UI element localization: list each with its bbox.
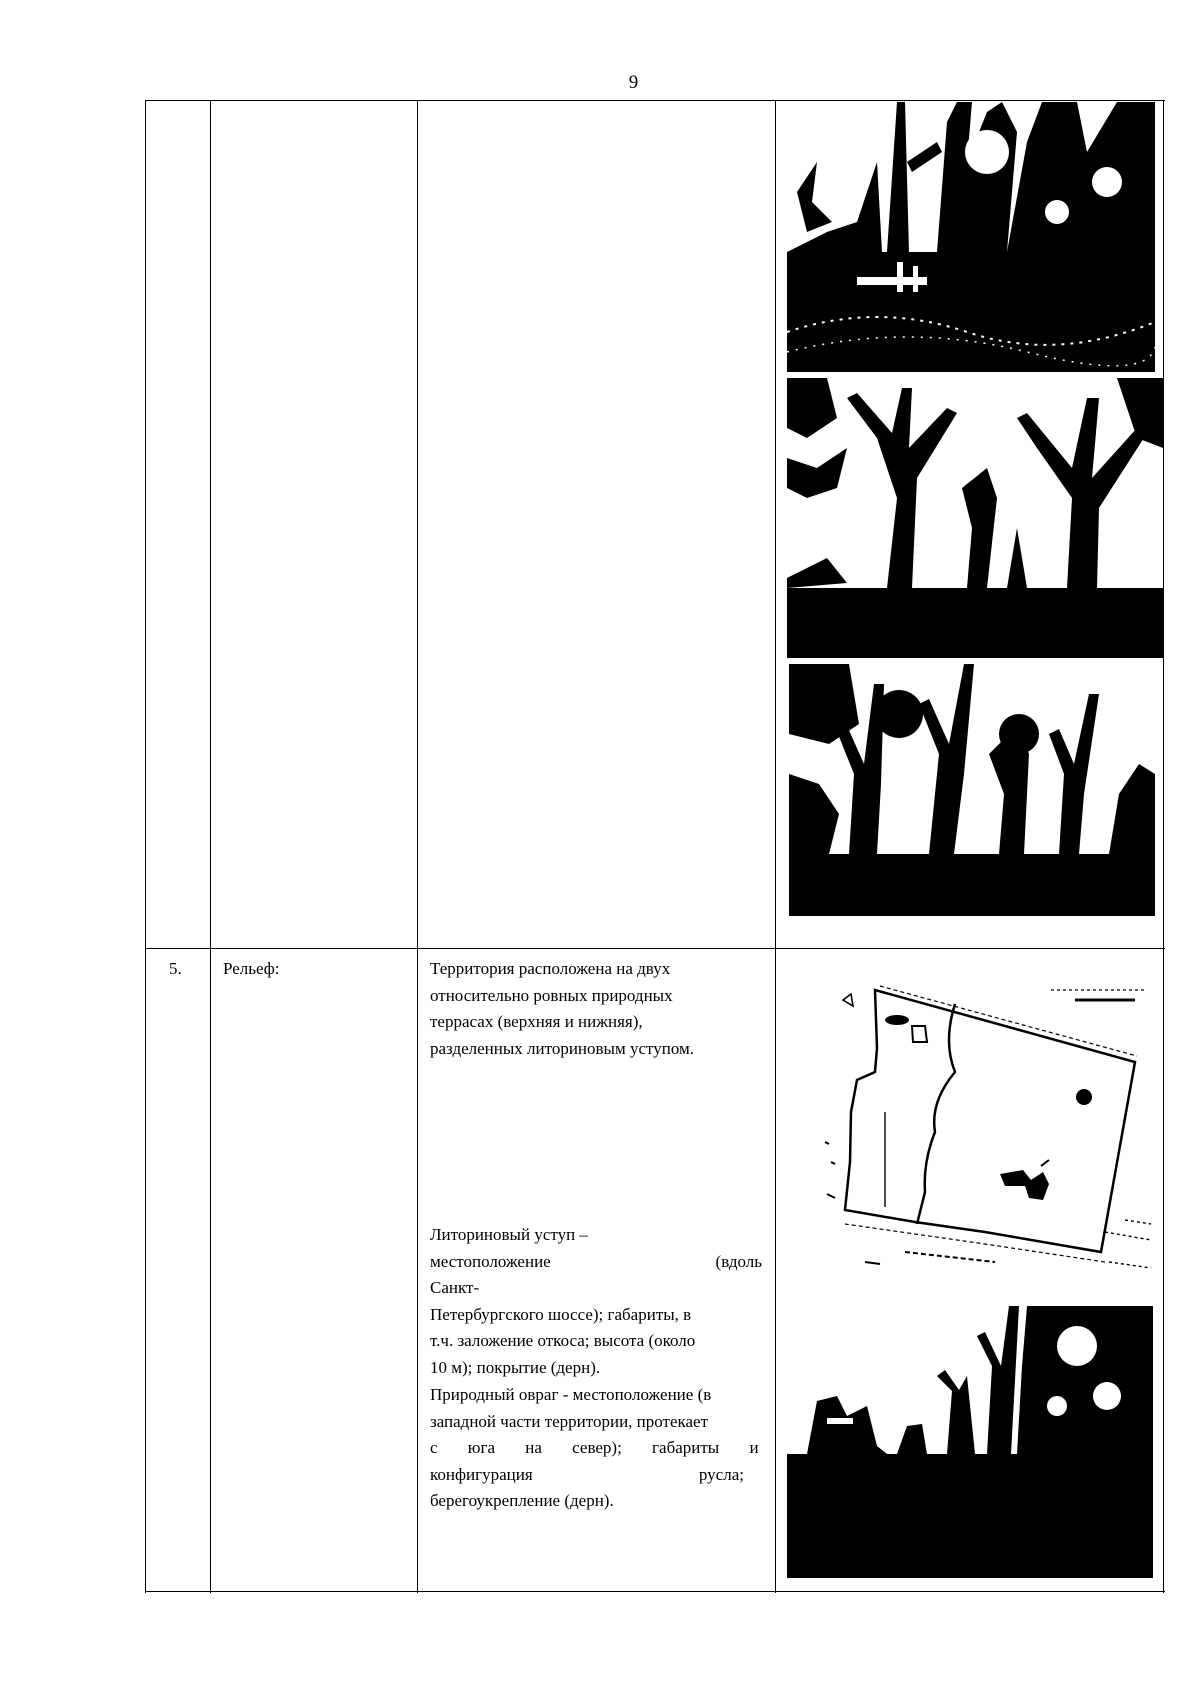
scarp-description: [430, 1222, 762, 1381]
row-number: 5.: [169, 959, 182, 978]
treeline-photo: [787, 1306, 1153, 1578]
desc-line: Литориновый уступ –: [430, 1225, 588, 1244]
desc-line: конфигурация русла;: [430, 1464, 744, 1484]
desc-line: западной части территории, протекает: [430, 1411, 709, 1431]
desc-line: разделенных литориновым уступом.: [430, 1038, 695, 1058]
desc-line: Территория расположена на двух: [430, 959, 671, 978]
row-title: Рельеф:: [223, 959, 280, 978]
desc-line: местоположение (вдоль Санкт-: [430, 1251, 762, 1297]
monument-table: [145, 100, 1165, 1593]
desc-line: берегоукрепление (дерн).: [430, 1491, 614, 1510]
dense-trees-photo: [789, 664, 1155, 916]
row-divider: [145, 948, 1165, 949]
page-number: 9: [628, 72, 639, 93]
trees-with-fence-photo: [787, 102, 1155, 372]
table-border-right: [1163, 100, 1164, 1593]
column-divider-2: [417, 100, 418, 1593]
desc-line: 10 м); покрытие (дерн).: [430, 1357, 601, 1377]
desc-line: с юга на север); габариты и: [430, 1438, 759, 1457]
ravine-description: [430, 1382, 762, 1515]
site-plan-map: [805, 962, 1155, 1287]
bare-trees-photo: [787, 378, 1163, 658]
column-divider-3: [775, 100, 776, 1593]
table-border-left: [145, 100, 146, 1593]
desc-line: т.ч. заложение откоса; высота (около: [430, 1331, 696, 1350]
desc-line: относительно ровных природных: [430, 985, 673, 1005]
relief-description: [430, 956, 762, 1062]
desc-line: Петербургского шоссе); габариты, в: [430, 1304, 692, 1324]
table-border-bottom: [145, 1591, 1165, 1592]
desc-line: Природный овраг - местоположение (в: [430, 1385, 712, 1404]
desc-line: террасах (верхняя и нижняя),: [430, 1012, 643, 1031]
column-divider-1: [210, 100, 211, 1593]
